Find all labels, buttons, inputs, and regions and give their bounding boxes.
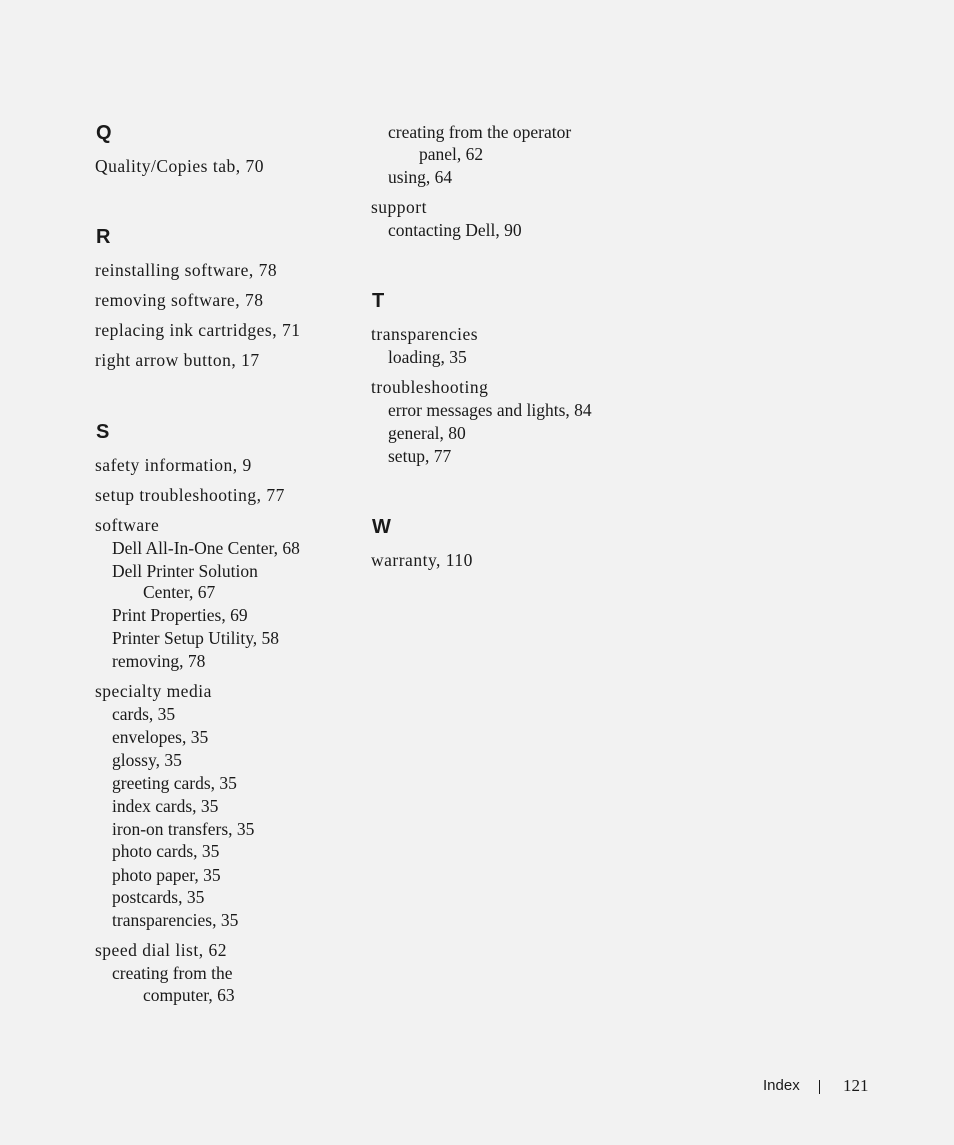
- section-heading-w: W: [372, 516, 391, 538]
- page-number: 121: [843, 1076, 869, 1095]
- index-entry: Quality/Copies tab, 70: [95, 156, 264, 176]
- index-subentry: loading, 35: [388, 347, 467, 367]
- index-entry: replacing ink cartridges, 71: [95, 320, 301, 340]
- section-heading-q: Q: [96, 122, 112, 144]
- index-entry: warranty, 110: [371, 550, 473, 570]
- footer-separator: [819, 1080, 820, 1094]
- index-subentry: contacting Dell, 90: [388, 220, 522, 240]
- section-heading-t: T: [372, 290, 385, 312]
- index-entry: specialty media: [95, 681, 212, 701]
- index-subentry: iron-on transfers, 35: [112, 819, 255, 839]
- index-subentry: creating from the operator: [388, 122, 572, 142]
- page-footer: [0, 1075, 954, 1097]
- index-entry: troubleshooting: [371, 377, 489, 397]
- index-subentry: Dell All-In-One Center, 68: [112, 538, 300, 558]
- index-subentry: photo cards, 35: [112, 841, 220, 861]
- index-subentry-continuation: panel, 62: [419, 144, 484, 164]
- index-subentry: setup, 77: [388, 446, 452, 466]
- index-subentry: error messages and lights, 84: [388, 400, 592, 420]
- index-subentry-continuation: Center, 67: [143, 582, 216, 602]
- index-subentry: envelopes, 35: [112, 727, 209, 747]
- index-entry: setup troubleshooting, 77: [95, 485, 285, 505]
- index-subentry: removing, 78: [112, 651, 206, 671]
- index-subentry: postcards, 35: [112, 887, 205, 907]
- index-subentry: greeting cards, 35: [112, 773, 237, 793]
- index-entry: transparencies: [371, 324, 479, 344]
- index-entry: right arrow button, 17: [95, 350, 260, 370]
- index-subentry: photo paper, 35: [112, 865, 221, 885]
- index-entry: software: [95, 515, 160, 535]
- index-subentry-continuation: computer, 63: [143, 985, 235, 1005]
- index-subentry: creating from the: [112, 963, 233, 983]
- index-entry: safety information, 9: [95, 455, 252, 475]
- index-entry: support: [371, 197, 427, 217]
- index-subentry: cards, 35: [112, 704, 176, 724]
- index-subentry: transparencies, 35: [112, 910, 239, 930]
- index-subentry: using, 64: [388, 167, 453, 187]
- index-subentry: glossy, 35: [112, 750, 182, 770]
- footer-section-label: Index: [763, 1077, 800, 1094]
- index-subentry: Printer Setup Utility, 58: [112, 628, 280, 648]
- index-subentry: general, 80: [388, 423, 466, 443]
- index-subentry: Print Properties, 69: [112, 605, 248, 625]
- index-subentry: index cards, 35: [112, 796, 219, 816]
- index-entry: speed dial list, 62: [95, 940, 227, 960]
- index-entry: removing software, 78: [95, 290, 264, 310]
- index-subentry: Dell Printer Solution: [112, 561, 258, 581]
- section-heading-r: R: [96, 226, 111, 248]
- index-entry: reinstalling software, 78: [95, 260, 278, 280]
- section-heading-s: S: [96, 421, 110, 443]
